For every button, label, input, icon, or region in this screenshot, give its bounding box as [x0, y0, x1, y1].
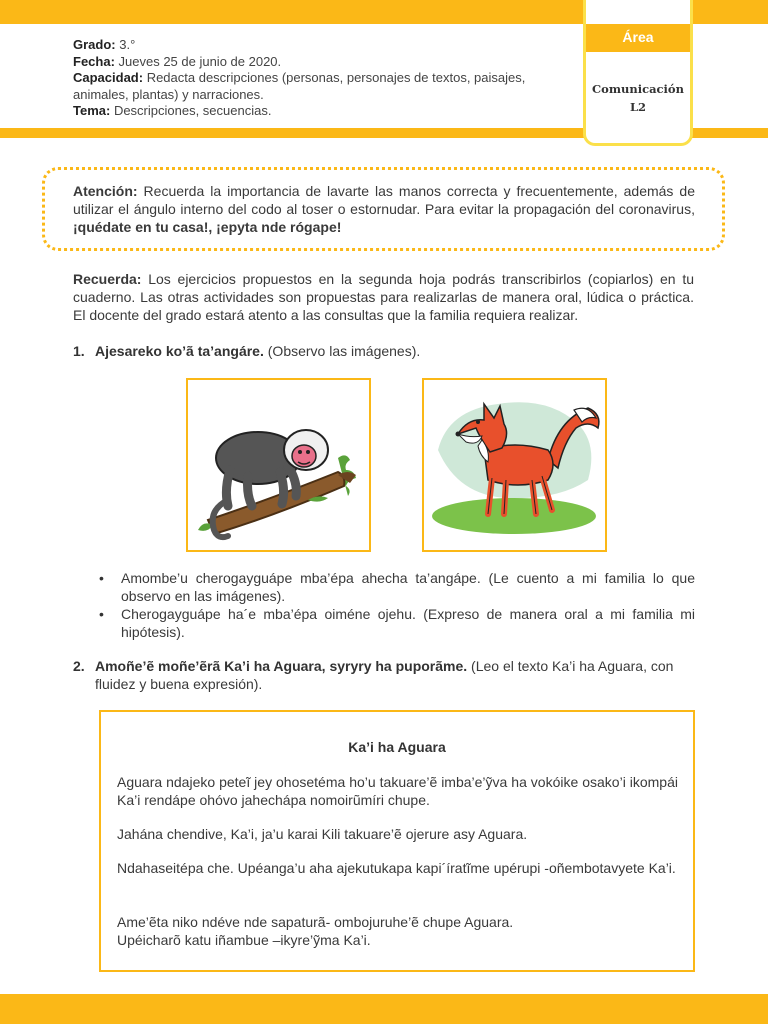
item-2-text: Amoñe’ẽ moñe’ẽrã Ka’i ha Aguara, syryry ha puporãme. (Leo el texto Ka’i ha Aguara, con fluidez y buena expresión). — [95, 658, 674, 692]
story-paragraph-2: Jahána chendive, Ka’i, ja’u karai Kili takuare’ẽ ojerure asy Aguara. — [117, 826, 528, 842]
monkey-on-branch-icon — [188, 380, 369, 550]
story-title: Ka’i ha Aguara — [348, 739, 446, 755]
fox-image — [422, 378, 607, 552]
list-item: • Cherogayguápe ha´e mba’épa oiméne ojehu. (Expreso de manera oral a mi familia mi hipótesis). — [99, 605, 695, 641]
decorative-dots: •• — [631, 6, 645, 16]
fecha-line: Fecha: Jueves 25 de junio de 2020. — [73, 53, 282, 69]
area-tab — [583, 0, 693, 146]
fox-icon — [424, 380, 605, 550]
attention-text: Atención: Recuerda la importancia de lavarte las manos correcta y frecuentemente, además de utilizar el ángulo interno del codo al toser o estornudar. Para evitar la propagación del coronavirus, ¡quédate en tu casa!, ¡epyta nde rógape! — [73, 183, 695, 235]
attention-box — [42, 167, 725, 251]
capacidad-line: Capacidad: Redacta descripciones (personas, personajes de textos, paisajes, animales, plantas) y narraciones. — [73, 70, 526, 102]
grado-line: Grado: 3.° — [73, 37, 136, 52]
header-info — [73, 37, 573, 120]
tema-line: Tema: Descripciones, secuencias. — [73, 103, 272, 118]
bullet-list — [99, 569, 695, 641]
recuerda-paragraph: Recuerda: Los ejercicios propuestos en la segunda hoja podrás transcribirlos (copiarlos) en tu cuaderno. Las otras actividades son propuestas para realizarlas de manera oral, lúdica o práctica. El docente del grado estará atento a las consultas que la familia requiera realizar. — [73, 271, 694, 323]
list-item: • Amombe’u cherogayguápe mba’épa ahecha ta’angápe. (Le cuento a mi familia lo que observo en las imágenes). — [99, 569, 695, 605]
story-paragraph-4b: Upéicharõ katu iñambue –ikyre’ỹma Ka’i. — [117, 932, 371, 948]
story-paragraph-4a: Ame’ẽta niko ndéve nde sapaturã- ombojuruhe’ẽ chupe Aguara. — [117, 914, 514, 930]
item-1-number: 1. — [73, 343, 85, 359]
monkey-image — [186, 378, 371, 552]
story-paragraph-1: Aguara ndajeko peteĩ jey ohosetéma ho’u takuare’ẽ imba’e’ỹva ha vokóike osako’i ikompái Ka’i rendápe ohóvo jahechápa nomoirũmíri chupe. — [117, 774, 678, 808]
story-box — [99, 710, 695, 972]
area-heading: Área — [586, 24, 690, 52]
item-1-text: Ajesareko ko’ã ta’angáre. (Observo las imágenes). — [95, 343, 421, 359]
story-paragraph-3: Ndahaseitépa che. Upéanga’u aha ajekutukapa kapi´íratĩme upérupi -oñembotavyete Ka’i. — [117, 860, 676, 876]
area-subject: Comunicación L2 — [592, 82, 684, 114]
bottom-band — [0, 994, 768, 1024]
item-2-number: 2. — [73, 658, 85, 674]
